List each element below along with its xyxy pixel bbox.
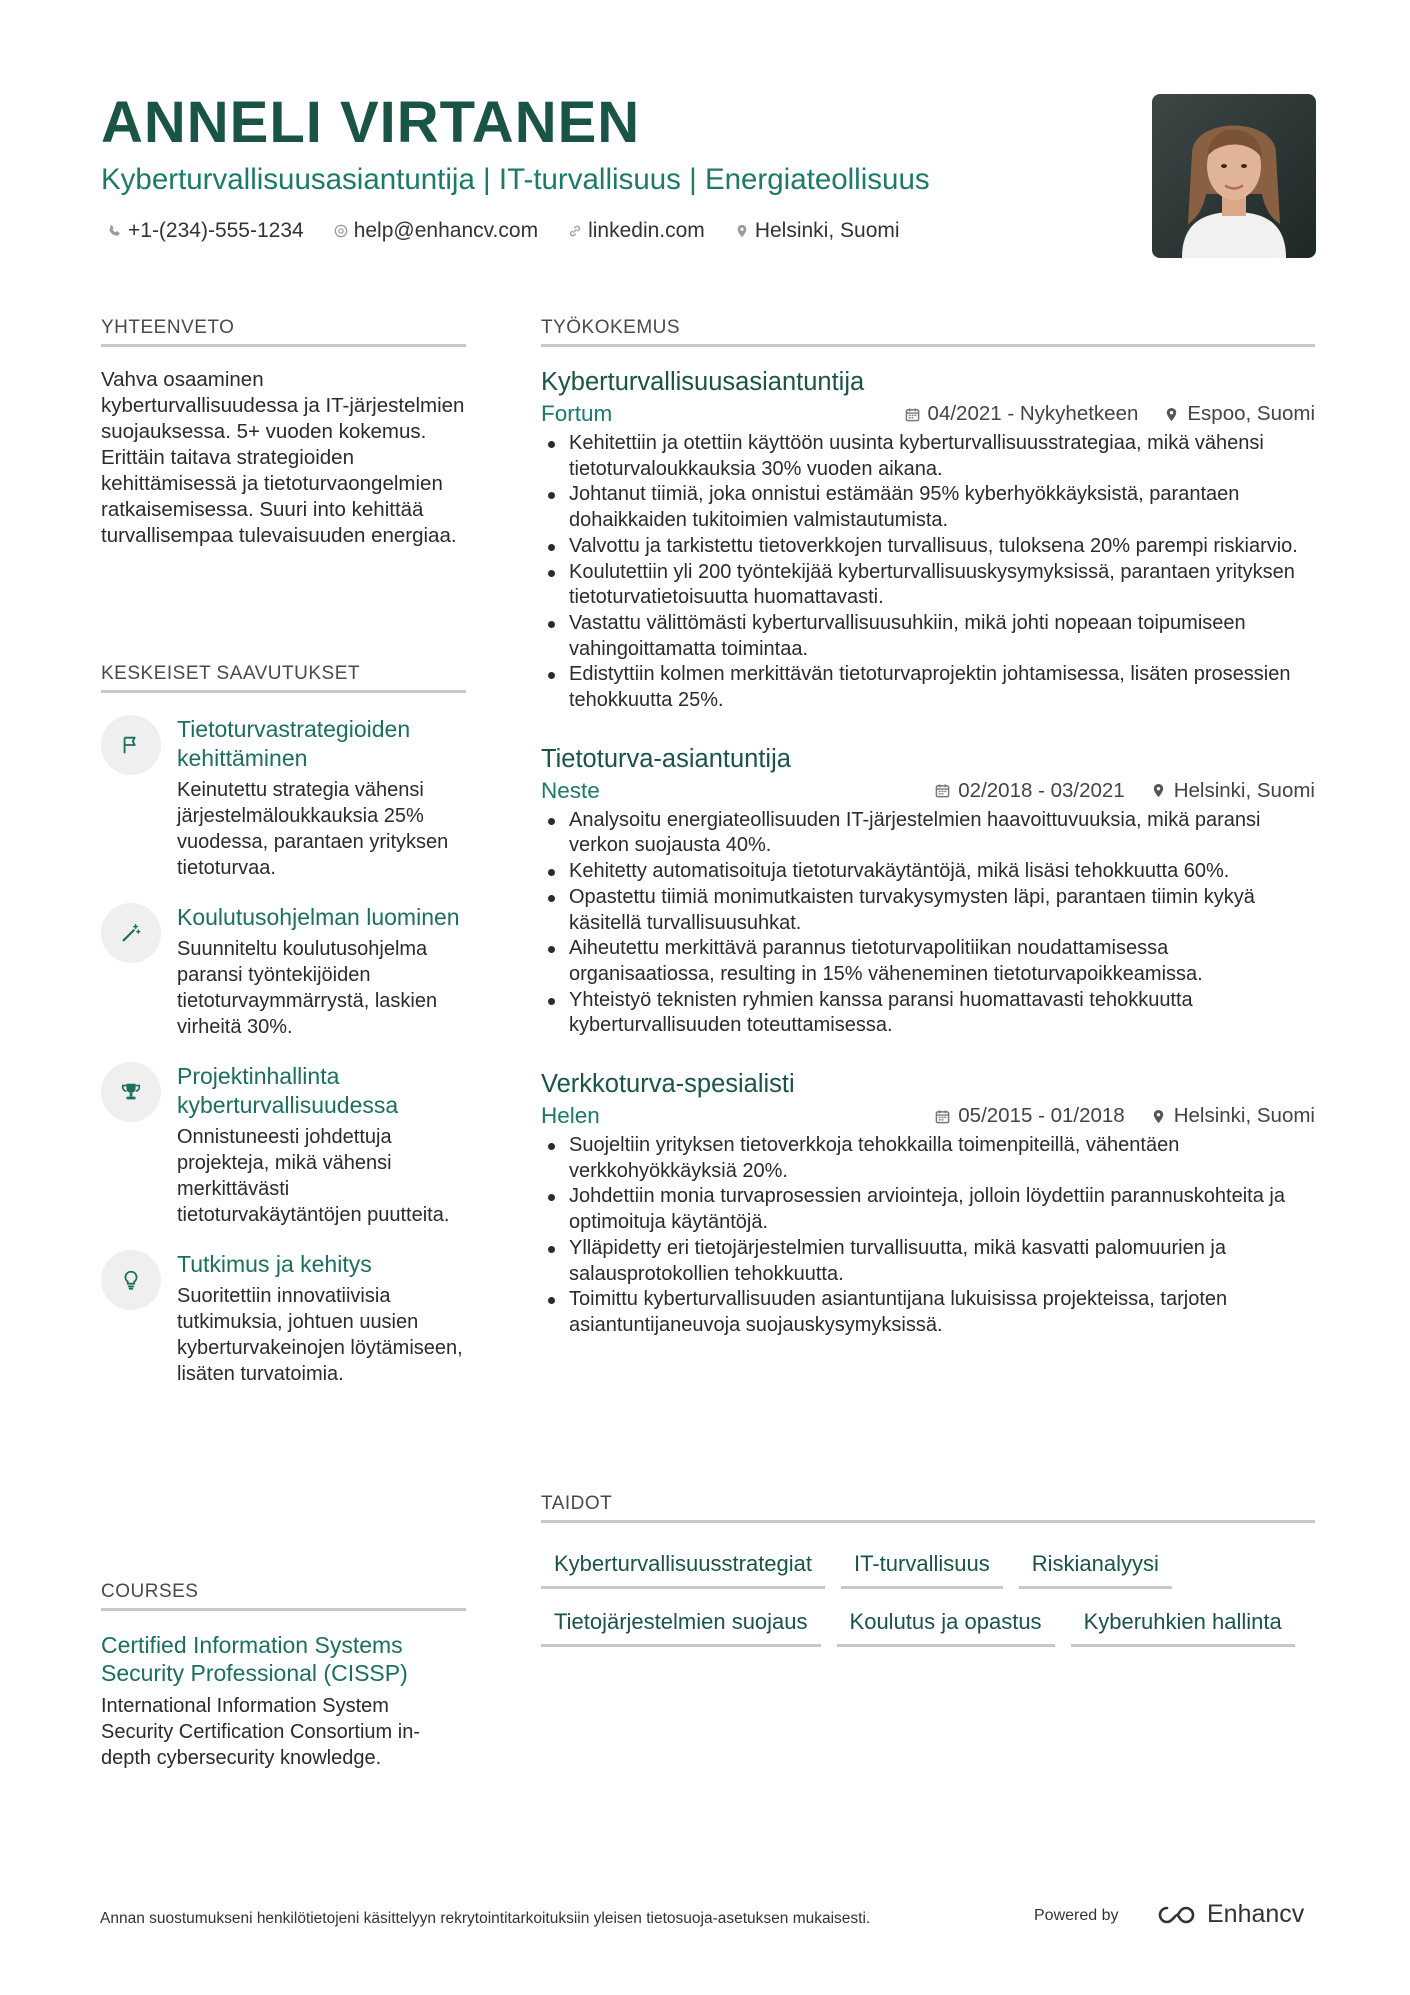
- job-bullet: Johtanut tiimiä, joka onnistui estämään 95% kyberhyökkäyksistä, parantaen dohaikkaiden tukitoimien valmistautumista.: [541, 482, 1315, 533]
- job-bullet: Opastettu tiimiä monimutkaisten turvakysymysten läpi, parantaen tiimin kykyä käsitellä turvallisuusuhkat.: [541, 885, 1315, 936]
- summary-section: [101, 317, 466, 549]
- achievement-title: Tutkimus ja kehitys: [177, 1251, 372, 1277]
- achievement-title: Tietoturvastrategioiden kehittäminen: [177, 716, 411, 771]
- location-icon: [1151, 783, 1166, 798]
- flag-icon: [120, 734, 142, 756]
- lightbulb-icon: [120, 1269, 142, 1291]
- candidate-name: ANNELI VIRTANEN: [101, 90, 641, 155]
- powered-by-label: Powered by: [1034, 1907, 1119, 1924]
- calendar-icon: [935, 783, 950, 798]
- contact-bar: [108, 219, 900, 243]
- achievement-desc: Suunniteltu koulutusohjelma paransi työntekijöiden tietoturvaymmärrystä, laskien virheitä 30%.: [177, 938, 438, 1038]
- company-name: Neste: [541, 777, 600, 803]
- phone-icon: [108, 224, 122, 238]
- achievement-item: [101, 1250, 466, 1387]
- skill-tag: Kyberuhkien hallinta: [1071, 1603, 1295, 1647]
- achievement-title: Koulutusohjelman luominen: [177, 904, 460, 930]
- job-bullet: Valvottu ja tarkistettu tietoverkkojen turvallisuus, tuloksena 20% parempi riskiarvio.: [541, 534, 1315, 560]
- job-bullets: [541, 431, 1315, 714]
- phone-text: +1-(234)-555-1234: [128, 219, 304, 242]
- magic-wand-icon: [120, 922, 142, 944]
- skill-tag: IT-turvallisuus: [841, 1545, 1003, 1589]
- job-bullet: Toimittu kyberturvallisuuden asiantuntijana lukuisissa projekteissa, tarjoten asiantuntijaneuvoja suojauskysymyksissä.: [541, 1287, 1315, 1338]
- skill-tag: Riskianalyysi: [1019, 1545, 1172, 1589]
- job-bullet: Analysoitu energiateollisuuden IT-järjestelmien haavoittuvuuksia, mikä paransi verkon suojausta 40%.: [541, 808, 1315, 859]
- skill-tag: Kyberturvallisuusstrategiat: [541, 1545, 825, 1589]
- job-bullet: Koulutettiin yli 200 työntekijää kyberturvallisuuskysymyksissä, parantaen yrityksen tietoturvatietoisuutta huomattavasti.: [541, 560, 1315, 611]
- summary-heading: YHTEENVETO: [101, 317, 466, 347]
- job-title: Tietoturva-asiantuntija: [541, 744, 791, 773]
- portrait-image: [1152, 94, 1316, 258]
- job-dates: 04/2021 - Nykyhetkeen: [927, 402, 1139, 425]
- location-text: Helsinki, Suomi: [754, 219, 900, 242]
- contact-linkedin[interactable]: [568, 219, 705, 243]
- consent-text: Annan suostumukseni henkilötietojeni käsittelyyn rekrytointitarkoituksiin yleisen tietosuoja-asetuksen mukaisesti.: [100, 1910, 871, 1927]
- email-text: help@enhancv.com: [353, 219, 539, 242]
- experience-heading: TYÖKOKEMUS: [541, 317, 1315, 347]
- profile-photo: [1152, 94, 1316, 258]
- contact-email[interactable]: [334, 219, 538, 243]
- job-location: Helsinki, Suomi: [1173, 778, 1315, 802]
- calendar-icon: [905, 407, 920, 422]
- skills-section: [541, 1493, 1315, 1647]
- achievement-desc: Keinutettu strategia vähensi järjestelmäloukkauksia 25% vuodessa, parantaen yrityksen tietoturvaa.: [177, 779, 449, 879]
- location-icon: [1151, 1109, 1166, 1124]
- job-bullet: Kehitetty automatisoituja tietoturvakäytäntöjä, mikä lisäsi tehokkuutta 60%.: [541, 859, 1315, 885]
- skill-tag: Koulutus ja opastus: [837, 1603, 1055, 1647]
- job-bullet: Kehitettiin ja otettiin käyttöön uusinta kyberturvallisuusstrategiaa, mikä vähensi tietoturvaloukkauksia 30% vuoden aikana.: [541, 431, 1315, 482]
- achievement-item: [101, 903, 466, 1040]
- achievement-desc: Onnistuneesti johdettuja projekteja, mikä vähensi merkittävästi tietoturvakäytäntöjen puutteita.: [177, 1126, 450, 1226]
- skills-list: [541, 1545, 1315, 1647]
- achievements-heading: KESKEISET SAAVUTUKSET: [101, 663, 466, 693]
- job-bullet: Johdettiin monia turvaprosessien arviointeja, jolloin löydettiin parannuskohteita ja optimoituja käytäntöjä.: [541, 1184, 1315, 1235]
- skills-heading: TAIDOT: [541, 1493, 1315, 1523]
- job-title: Verkkoturva-spesialisti: [541, 1070, 795, 1099]
- linkedin-text: linkedin.com: [588, 219, 705, 242]
- job-dates: 05/2015 - 01/2018: [958, 1104, 1125, 1128]
- achievements-section: [101, 663, 466, 1387]
- calendar-icon: [935, 1109, 950, 1124]
- courses-section: [101, 1581, 466, 1771]
- job-bullet: Ylläpidetty eri tietojärjestelmien turvallisuutta, mikä kasvatti palomuurien ja salausprotokollien tehokkuutta.: [541, 1236, 1315, 1287]
- achievement-desc: Suoritettiin innovatiivisia tutkimuksia, johtuen uusien kyberturvakeinojen löytämiseen, lisäten turvatoimia.: [177, 1285, 463, 1385]
- experience-section: [541, 317, 1315, 1339]
- job-location: Helsinki, Suomi: [1173, 1104, 1315, 1128]
- company-name: Fortum: [541, 401, 613, 426]
- job-bullets: [541, 808, 1315, 1039]
- job-bullet: Suojeltiin yrityksen tietoverkkoja tehokkailla toimenpiteillä, vähentäen verkkohyökkäyksiä 20%.: [541, 1133, 1315, 1184]
- achievement-title: Projektinhallinta kyberturvallisuudessa: [177, 1063, 399, 1118]
- achievement-item: [101, 715, 466, 881]
- headline: Kyberturvallisuusasiantuntija | IT-turvallisuus | Energiateollisuus: [101, 163, 930, 196]
- enhancv-logo[interactable]: [1153, 1900, 1304, 1929]
- job-bullets: [541, 1133, 1315, 1339]
- contact-phone[interactable]: [108, 219, 304, 243]
- trophy-icon: [120, 1081, 142, 1103]
- job-entry: [541, 365, 1315, 714]
- job-dates: 02/2018 - 03/2021: [958, 778, 1125, 802]
- enhancv-logo-icon: [1153, 1903, 1199, 1927]
- job-location: Espoo, Suomi: [1187, 402, 1315, 425]
- job-bullet: Yhteistyö teknisten ryhmien kanssa paransi huomattavasti tehokkuutta kyberturvallisuuden toteuttamisessa.: [541, 988, 1315, 1039]
- location-icon: [1164, 407, 1179, 422]
- enhancv-brand-text: Enhancv: [1207, 1900, 1305, 1928]
- job-bullet: Edistyttiin kolmen merkittävän tietoturvaprojektin johtamisessa, lisäten prosessien tehokkuutta 25%.: [541, 662, 1315, 713]
- company-name: Helen: [541, 1103, 600, 1129]
- job-bullet: Aiheutettu merkittävä parannus tietoturvapolitiikan noudattamisessa organisaatiossa, resulting in 15% väheneminen tietoturvapoikkeamissa.: [541, 936, 1315, 987]
- contact-location: [735, 219, 900, 243]
- link-icon: [568, 224, 582, 238]
- course-desc: International Information System Security Certification Consortium in-depth cybersecurity knowledge.: [101, 1695, 420, 1769]
- job-bullet: Vastattu välittömästi kyberturvallisuusuhkiin, mikä johti nopeaan toipumiseen vahingoittamatta toimintaa.: [541, 611, 1315, 662]
- job-entry: [541, 742, 1315, 1039]
- job-entry: [541, 1067, 1315, 1339]
- job-title: Kyberturvallisuusasiantuntija: [541, 368, 865, 396]
- summary-text: Vahva osaaminen kyberturvallisuudessa ja IT-järjestelmien suojauksessa. 5+ vuoden kokemus. Erittäin taitava strategioiden kehittämisessä ja tietoturvaongelmien ratkaisemisessa. Suuri into kehittää turvallisempaa tulevaisuuden energiaa.: [101, 368, 465, 547]
- achievement-item: [101, 1062, 466, 1228]
- course-title: Certified Information Systems Security Professional (CISSP): [101, 1632, 408, 1686]
- courses-heading: COURSES: [101, 1581, 466, 1611]
- location-icon: [735, 224, 749, 238]
- skill-tag: Tietojärjestelmien suojaus: [541, 1603, 821, 1647]
- at-icon: [334, 224, 348, 238]
